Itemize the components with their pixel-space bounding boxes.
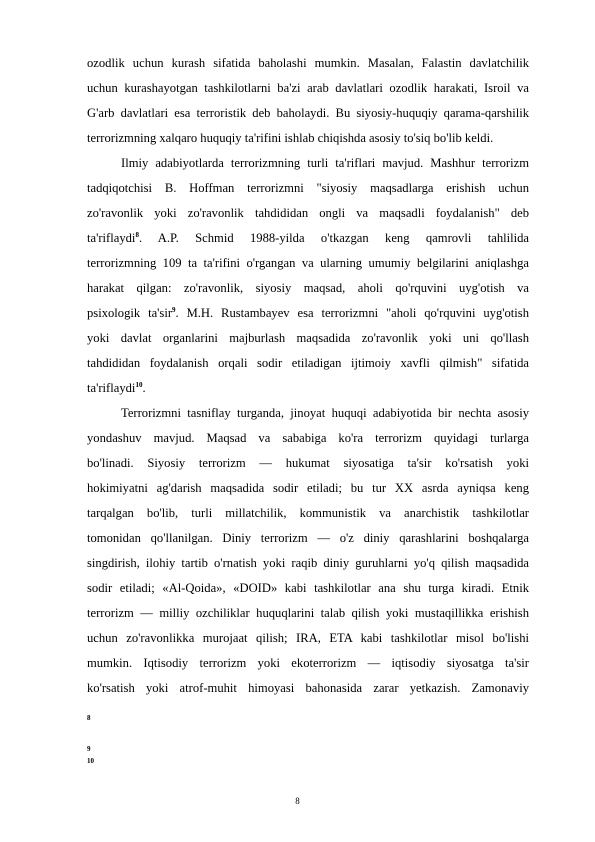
text-line: terrorizm — milliy ozchiliklar huquqlarini talab qilish yoki mustaqillikka erishish	[87, 606, 529, 620]
text-line: terrorizmning xalqaro huquqiy ta'rifini ishlab chiqishda asosiy to'siq bo'lib keldi.	[87, 131, 494, 145]
text-line: yoki davlat organlarini majburlash maqsadida zo'ravonlik yoki uni qo'llash	[87, 331, 529, 345]
text-line: ta'riflaydi$^{10}$.	[87, 381, 146, 395]
footnote-ref[interactable]: 10	[135, 381, 143, 389]
text-line: tomonidan qo'llanilgan. Diniy terrorizm — o'z diniy qarashlarini boshqalarga	[87, 531, 529, 545]
text-line: tahdididan foydalanish orqali sodir etiladigan ijtimoiy xavfli qilmish" sifatida	[87, 356, 529, 370]
footnote-ref[interactable]: 8	[135, 231, 139, 239]
text-line: uchun kurashayotgan tashkilotlarni ba'zi arab davlatlari ozodlik harakati, Isroil va	[87, 81, 529, 95]
text-line: Ilmiy adabiyotlarda terrorizmning turli ta'riflari mavjud. Mashhur terrorizm	[121, 156, 529, 170]
text-line: tarqalgan bo'lib, turli millatchilik, kommunistik va anarchistik tashkilotlar	[87, 506, 529, 520]
page-number: 8	[295, 796, 300, 806]
text-line: sodir etiladi; «Al-Qoida», «DOID» kabi tashkilotlar ana shu turga kiradi. Etnik	[87, 581, 529, 595]
text-line: hokimiyatni ag'darish maqsadida sodir etiladi; bu tur XX asrda ayniqsa keng	[87, 481, 529, 495]
text-line: zo'ravonlik yoki zo'ravonlik tahdididan ongli va maqsadli foydalanish" deb	[87, 206, 529, 220]
footnote-marker: 9	[87, 745, 91, 753]
text-line: bo'linadi. Siyosiy terrorizm — hukumat siyosatiga ta'sir ko'rsatish yoki	[87, 456, 529, 470]
text-line: yondashuv mavjud. Maqsad va sababiga ko'ra terrorizm quyidagi turlarga	[87, 431, 529, 445]
text-line: singdirish, ilohiy tartib o'rnatish yoki raqib diniy guruhlarni yo'q qilish maqsadida	[87, 556, 529, 570]
footnote-marker: 8	[87, 714, 91, 722]
text-line: ozodlik uchun kurash sifatida baholashi mumkin. Masalan, Falastin davlatchilik	[87, 56, 529, 70]
footnote-ref[interactable]: 9	[172, 306, 176, 314]
text-line: ko'rsatish yoki atrof-muhit himoyasi bahonasida zarar yetkazish. Zamonaviy	[87, 681, 529, 695]
text-line: uchun zo'ravonlikka murojaat qilish; IRA, ETA kabi tashkilotlar misol bo'lishi	[87, 631, 529, 645]
footnote-marker: 10	[87, 757, 94, 765]
text-line: psixologik ta'sir$^9$. M.H. Rustambayev esa terrorizmni "aholi qo'rquvini uyg'otish	[87, 306, 530, 320]
text-line: ta'riflaydi$^8$. A.P. Schmid 1988-yilda o'tkazgan keng qamrovli tahlilida	[87, 231, 529, 245]
text-line: mumkin. Iqtisodiy terrorizm yoki ekoterrorizm — iqtisodiy siyosatga ta'sir	[87, 656, 529, 670]
text-line: tadqiqotchisi B. Hoffman terrorizmni "siyosiy maqsadlarga erishish uchun	[87, 181, 529, 195]
text-line: Terrorizmni tasniflay turganda, jinoyat huquqi adabiyotida bir nechta asosiy	[121, 406, 529, 420]
text-line: G'arb davlatlari esa terroristik deb baholaydi. Bu siyosiy-huquqiy qarama-qarshilik	[87, 106, 529, 120]
text-line: terrorizmning 109 ta ta'rifini o'rgangan va ularning umumiy belgilarini aniqlashga	[87, 256, 529, 270]
text-line: harakat qilgan: zo'ravonlik, siyosiy maqsad, aholi qo'rquvini uyg'otish va	[87, 281, 529, 295]
